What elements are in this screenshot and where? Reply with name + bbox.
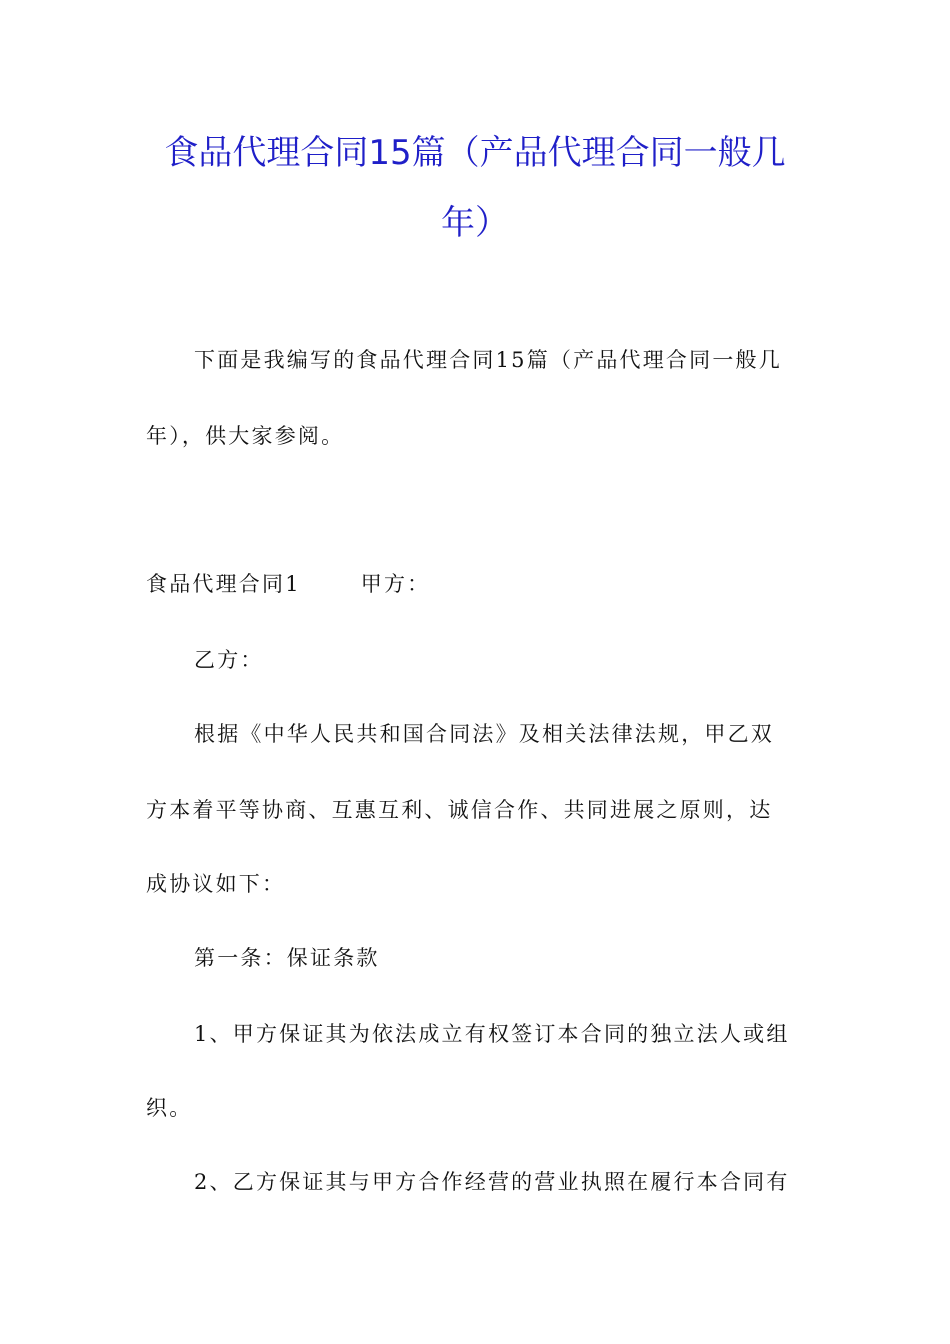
contract-heading-line [146,569,806,599]
clause-1-line-2: 织。 [146,1096,193,1120]
party-b-label: 乙方： [194,648,264,672]
article-1-title: 第一条：保证条款 [194,946,380,970]
contract-heading: 食品代理合同1 [146,572,301,596]
clause-1-line-1: 1、甲方保证其为依法成立有权签订本合同的独立法人或组 [194,1022,790,1046]
party-a-label: 甲方： [360,572,431,596]
intro-paragraph-line-1: 下面是我编写的食品代理合同15篇（产品代理合同一般几 [194,348,782,372]
intro-paragraph-line-2: 年），供大家参阅。 [146,424,345,448]
clause-2-line-1: 2、乙方保证其与甲方合作经营的营业执照在履行本合同有 [194,1170,790,1194]
basis-paragraph-line-2: 方本着平等协商、互惠互利、诚信合作、共同进展之原则，达 [146,798,773,822]
document-title-line-2: 年） [441,203,509,243]
basis-paragraph-line-1: 根据《中华人民共和国合同法》及相关法律法规，甲乙双 [194,722,774,746]
basis-paragraph-line-3: 成协议如下： [146,872,286,896]
document-title-line-1: 食品代理合同15篇（产品代理合同一般几 [164,133,786,173]
